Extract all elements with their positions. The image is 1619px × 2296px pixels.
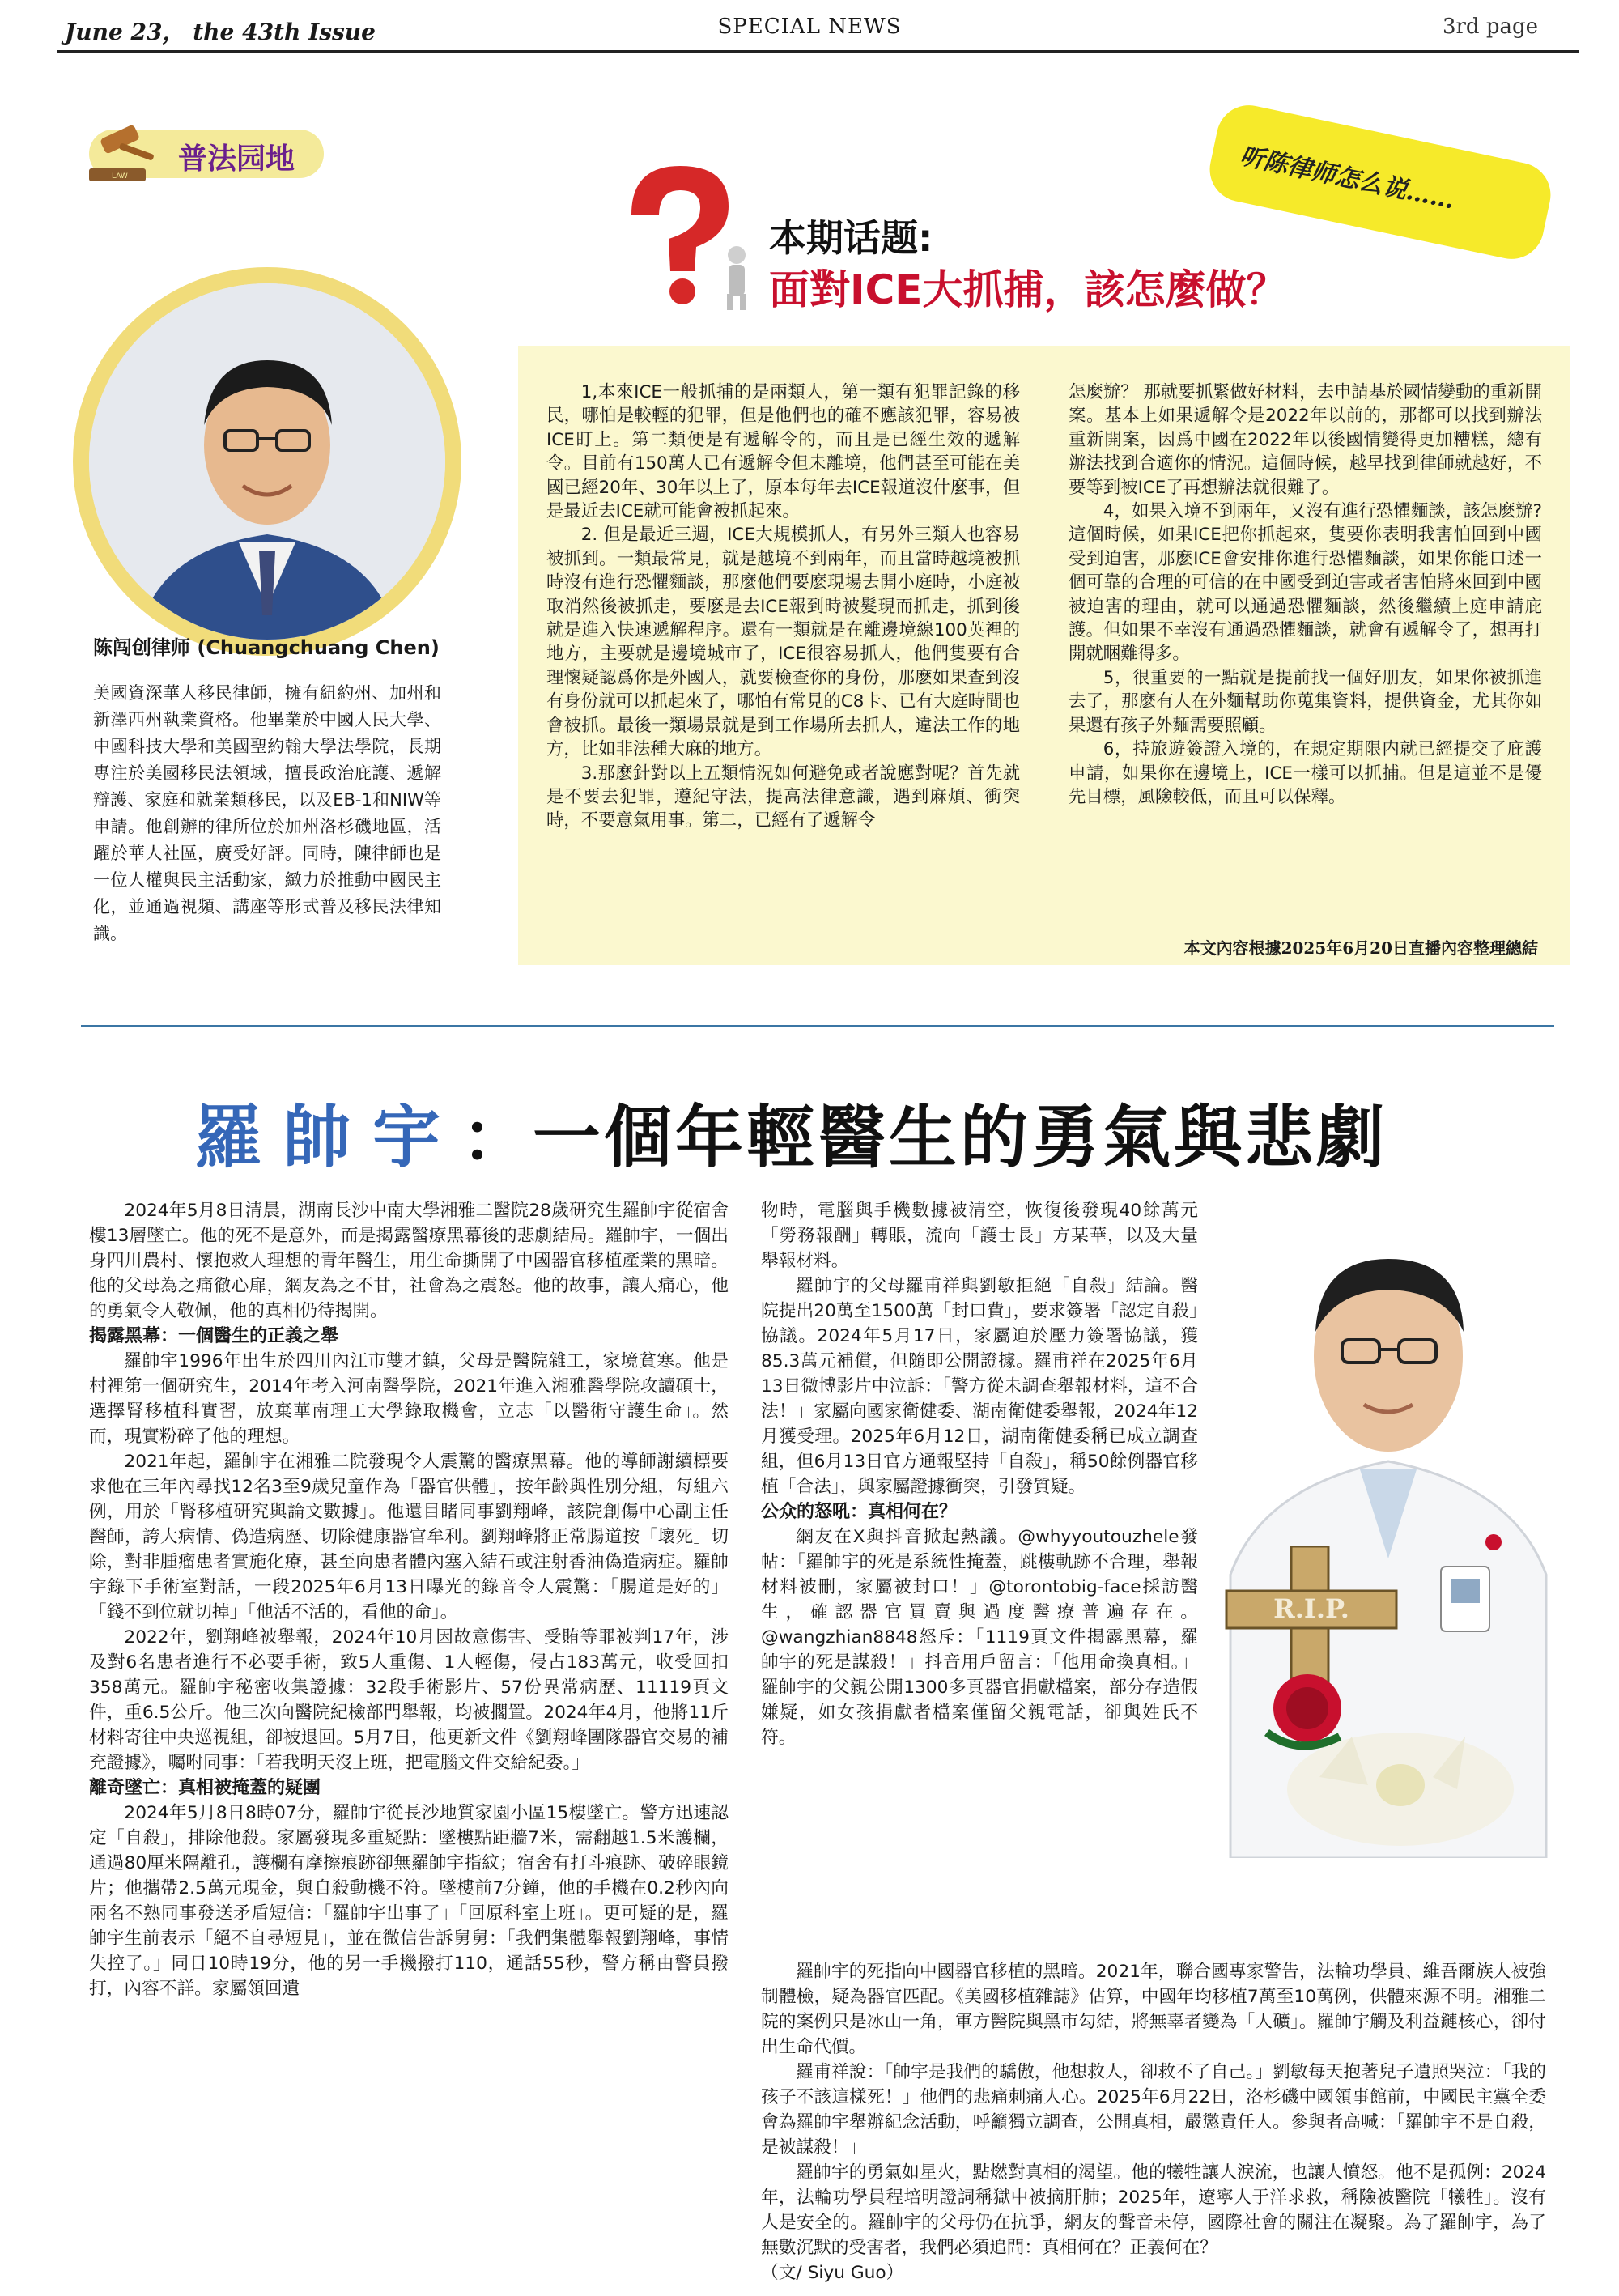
article-paragraph: 羅帥宇的父母羅甫祥與劉敏拒絕「自殺」結論。醫院提出20萬至1500萬「封口費」，要求簽署「認定自殺」協議。2024年5月17日，家屬迫於壓力簽署協議，獲85.3萬元補償，但隨即公開證據。羅甫祥在2025年6月13日微博影片中泣訴：「警方從未調查舉報材料，這不合法！」家屬向國家衛健委、湖南衛健委舉報，2024年12月獲受理。2025年6月12日，湖南衛健委稱已成立調查組，但6月13日官方通報堅持「自殺」，稱50餘例器官移植「合法」，與家屬證據衝突，引發質疑。 bbox=[761, 1276, 1198, 1497]
law-corner-title: 普法园地 bbox=[178, 142, 295, 176]
article-paragraph: 2021年起，羅帥宇在湘雅二院發現令人震驚的醫療黑幕。他的導師謝續標要求他在三年內尋找12名3至9歲兒童作為「器官供體」，按年齡與性別分組，每組六例，用於「腎移植研究與論文數據」。他還目睹同事劉翔峰，該院創傷中心副主任醫師，誇大病情、偽造病歷、切除健康器官牟利。劉翔峰將正常腸道按「壞死」切除，對非腫瘤患者實施化療，甚至向患者體內塞入結石或注射香油偽造病症。羅帥宇錄下手術室對話，一段2025年6月13日曝光的錄音令人震驚：「腸道是好的」「錢不到位就切掉」「他活不活的，看他的命」。 bbox=[89, 1452, 729, 1622]
qa-paragraph: 1,本來ICE一般抓捕的是兩類人，第一類有犯罪記錄的移民，哪怕是較輕的犯罪，但是他們也的確不應該犯罪，容易被ICE盯上。第二類便是有遞解令的，而且是已經生效的遞解令。目前有150萬人已有遞解令但未離境，他們甚至可能在美國已經20年、30年以上了，原本每年去ICE報道沒什麼事，但是最近去ICE就可能會被抓起來。 bbox=[546, 382, 1020, 522]
article-paragraph: 羅帥宇的勇氣如星火，點燃對真相的渴望。他的犧牲讓人淚流，也讓人憤怒。他不是孤例：2024年，法輪功學員程培明證詞稱獄中被摘肝肺；2025年，遼寧人于洋求救，稱險被醫院「犧牲」。沒有人是安全的。羅帥宇的父母仍在抗爭，網友的聲音未停，國際社會的關注在凝聚。為了羅帥宇，為了無數沉默的受害者，我們必須追問：真相何在？正義何在？ bbox=[761, 2162, 1546, 2258]
qa-paragraph: 怎麼辦？ 那就要抓緊做好材料，去申請基於國情變動的重新開案。基本上如果遞解令是2022年以前的，那都可以找到辦法重新開案，因爲中國在2022年以後國情變得更加糟糕，總有辦法找到合適你的情況。這個時候，越早找到律師就越好，不要等到被ICE了再想辦法就很難了。 bbox=[1069, 382, 1542, 498]
topic-label: 本期话题: bbox=[769, 216, 933, 260]
lawyer-photo bbox=[89, 283, 445, 640]
qa-paragraph: 4，如果入境不到兩年，又沒有進行恐懼麵談，該怎麽辦? 這個時候，如果ICE把你抓起來，隻要你表明我害怕回到中國受到迫害，那麽ICE會安排你進行恐懼麵談，如果你能口述一個可靠的合理的可信的在中國受到迫害或者害怕將來回到中國被迫害的理由，就可以通過恐懼麵談，然後繼續上庭申請庇護。但如果不幸沒有通過恐懼麵談，就會有遞解令了，想再打開就睏難得多。 bbox=[1069, 501, 1542, 665]
question-mark-figure-icon bbox=[599, 158, 769, 312]
rip-text: R.I.P. bbox=[1273, 1593, 1349, 1624]
section-name: SPECIAL NEWS bbox=[717, 15, 902, 39]
article-paragraph: 羅甫祥說：「帥宇是我們的驕傲，他想救人，卻救不了自己。」劉敏每天抱著兒子遺照哭泣：「我的孩子不該這樣死！」他們的悲痛刺痛人心。2025年6月22日，洛杉磯中國領事館前，中國民主黨全委會為羅帥宇舉辦紀念活動，呼籲獨立調查，公開真相，嚴懲責任人。參與者高喊：「羅帥宇不是自殺，是被謀殺！」 bbox=[761, 2062, 1546, 2158]
article-subheading: 揭露黑幕：一個醫生的正義之舉 bbox=[89, 1326, 339, 1346]
rip-cross-icon bbox=[1218, 1546, 1404, 1757]
qa-column-left bbox=[546, 381, 1020, 833]
article-paragraph: 物時，電腦與手機數據被清空，恢復後發現40餘萬元「勞務報酬」轉賬，流向「護士長」方某華，以及大量舉報材料。 bbox=[761, 1201, 1198, 1271]
gavel-base-text: LAW bbox=[112, 172, 128, 181]
article-column-right bbox=[761, 1198, 1198, 1750]
qa-paragraph: 2. 但是最近三週，ICE大規模抓人，有另外三類人也容易被抓到。一類最常見，就是越境不到兩年，而且當時越境被抓時沒有進行恐懼麵談，那麼他們要麽現場去開小庭時，小庭被取消然後被抓走，要麽是去ICE報到時被髮現而抓走，抓到後就是進入快速遞解程序。還有一類就是在離邊境線100英裡的地方，主要就是邊境城市了，ICE很容易抓人，他們隻要有合理懷疑認爲你是外國人，就要檢查你的身份，那麽如果查到沒有身份就可以抓起來了，哪怕有常見的C8卡、已有大庭時間也會被抓。最後一類場景就是到工作場所去抓人，違法工作的地方，比如非法種大麻的地方。 bbox=[546, 525, 1020, 760]
gavel-icon bbox=[81, 121, 170, 186]
lawyer-silhouette-icon bbox=[89, 283, 445, 640]
article-column-right-bottom bbox=[761, 1959, 1546, 2285]
header-rule bbox=[57, 50, 1579, 53]
speech-tag-text: 听陈律师怎么说…… bbox=[1237, 142, 1457, 215]
qa-paragraph: 3.那麽針對以上五類情況如何避免或者說應對呢？首先就是不要去犯罪，遵紀守法，提高法律意識，遇到麻煩、衝突時，不要意氣用事。第二，已經有了遞解令 bbox=[546, 763, 1020, 831]
doctor-photo bbox=[1198, 1218, 1579, 1858]
article-paragraph: 羅帥宇的死指向中國器官移植的黑暗。2021年，聯合國專家警告，法輪功學員、維吾爾族人被強制體檢，疑為器官匹配。《美國移植雜誌》估算，中國年均移植7萬至10萬例，供體來源不明。湘雅二院的案例只是冰山一角，軍方醫院與黑市勾結，將無辜者變為「人礦」。羅帥宇觸及利益鏈核心，卻付出生命代價。 bbox=[761, 1962, 1546, 2057]
article-paragraph: 2024年5月8日8時07分，羅帥宇從長沙地質家園小區15樓墜亡。警方迅速認定「自殺」，排除他殺。家屬發現多重疑點：墜樓點距牆7米，需翻越1.5米護欄，通過80厘米隔離孔，護欄有摩擦痕跡卻無羅帥宇指紋；宿舍有打斗痕跡、破碎眼鏡片；他攜帶2.5萬元現金，與自殺動機不符。墜樓前7分鐘，他的手機在0.2秒內向兩名不熟同事發送矛盾短信：「羅帥宇出事了」「回原科室上班」。更可疑的是，羅帥宇生前表示「絕不自尋短見」，並在微信告訴舅舅：「我們集體舉報劉翔峰，事情失控了。」同日10時19分，他的另一手機撥打110，通話55秒，警方稱由警員撥打，內容不詳。家屬領回遺 bbox=[89, 1803, 729, 1999]
article-paragraph: 網友在X與抖音掀起熱議。@whyyoutouzhele發帖：「羅帥宇的死是系統性掩蓋，跳樓軌跡不合理，舉報材料被刪，家屬被封口！」@torontobig-face採訪醫生，確認器官買賣與過度醫療普遍存在。@wangzhian8848怒斥：「1119頁文件揭露黑幕，羅帥宇的死是謀殺！」抖音用戶留言：「他用命換真相。」羅帥宇的父親公開1300多頁器官捐獻檔案，部分存造假嫌疑，如女孩捐獻者檔案僅留父親電話，卻與姓氏不符。 bbox=[761, 1527, 1198, 1748]
qa-column-right bbox=[1069, 381, 1542, 809]
article-paragraph: 羅帥宇1996年出生於四川內江市雙才鎮，父母是醫院雜工，家境貧寒。他是村裡第一個研究生，2014年考入河南醫學院，2021年進入湘雅醫學院攻讀碩士，選擇腎移植科實習，放棄華南理工大學錄取機會，立志「以醫術守護生命」。然而，現實粉碎了他的理想。 bbox=[89, 1351, 729, 1447]
lawyer-bio: 美國資深華人移民律師，擁有紐約州、加州和新澤西州執業資格。他畢業於中國人民大學、中國科技大學和美國聖約翰大學法學院，長期專注於美國移民法領域，擅長政治庇護、遞解辯護、家庭和就業類移民，以及EB-1和NIW等申請。他創辦的律所位於加州洛杉磯地區，活躍於華人社區，廣受好評。同時，陳律師也是一位人權與民主活動家，緻力於推動中國民主化，並通過視頻、講座等形式普及移民法律知識。 bbox=[93, 683, 441, 943]
qa-source-note: 本文內容根據2025年6月20日直播內容整理總結 bbox=[1183, 938, 1538, 958]
page-number: 3rd page bbox=[1442, 15, 1538, 39]
lawyer-name: 陈闯创律师 (Chuangchuang Chen) bbox=[93, 636, 440, 659]
section-divider bbox=[81, 1025, 1554, 1027]
article-byline: （文/ Siyu Guo） bbox=[761, 2263, 904, 2283]
article-column-left bbox=[89, 1198, 729, 2001]
article-headline bbox=[194, 1083, 1387, 1181]
qa-paragraph: 6，持旅遊簽證入境的，在規定期限内就已經提交了庇護申請，如果你在邊境上，ICE一樣可以抓捕。但是這並不是優先目標，風險較低，而且可以保釋。 bbox=[1069, 739, 1542, 807]
article-subheading: 公众的怒吼：真相何在？ bbox=[761, 1502, 958, 1522]
qa-paragraph: 5，很重要的一點就是提前找一個好朋友，如果你被抓進去了，那麽有人在外麵幫助你蒐集資料，提供資金，尤其你如果還有孩子外麵需要照顧。 bbox=[1069, 667, 1542, 736]
headline-name: 羅帥宇 bbox=[194, 1097, 462, 1177]
article-paragraph: 2024年5月8日清晨，湖南長沙中南大學湘雅二醫院28歲研究生羅帥宇從宿舍樓13層墜亡。他的死不是意外，而是揭露醫療黑幕後的悲劇結局。羅帥宇，一個出身四川農村、懷抱救人理想的青年醫生，用生命撕開了中國器官移植產業的黑暗。他的父母為之痛徹心扉，網友為之不甘，社會為之震怒。他的故事，讓人痛心，他的勇氣令人敬佩，他的真相仍待揭開。 bbox=[89, 1201, 729, 1321]
headline-rest: ：一個年輕醫生的勇氣與悲劇 bbox=[461, 1098, 1388, 1177]
article-subheading: 離奇墜亡：真相被掩蓋的疑團 bbox=[89, 1778, 321, 1798]
article-paragraph: 2022年，劉翔峰被舉報，2024年10月因故意傷害、受賄等罪被判17年，涉及對6名患者進行不必要手術，致5人重傷、1人輕傷，侵占183萬元，收受回扣358萬元。羅帥宇秘密收集證據：32段手術影片、57份異常病歷、11119頁文件，重6.5公斤。他三次向醫院紀檢部門舉報，均被擱置。2024年4月，他將11斤材料寄往中央巡視組，卻被退回。5月7日，他更新文件《劉翔峰團隊器官交易的補充證據》，囑咐同事：「若我明天沒上班，把電腦文件交給紀委。」 bbox=[89, 1627, 729, 1773]
topic-title: 面對ICE大抓捕，該怎麼做？ bbox=[769, 266, 1287, 313]
issue-date: June 23， the 43th Issue bbox=[65, 19, 376, 45]
